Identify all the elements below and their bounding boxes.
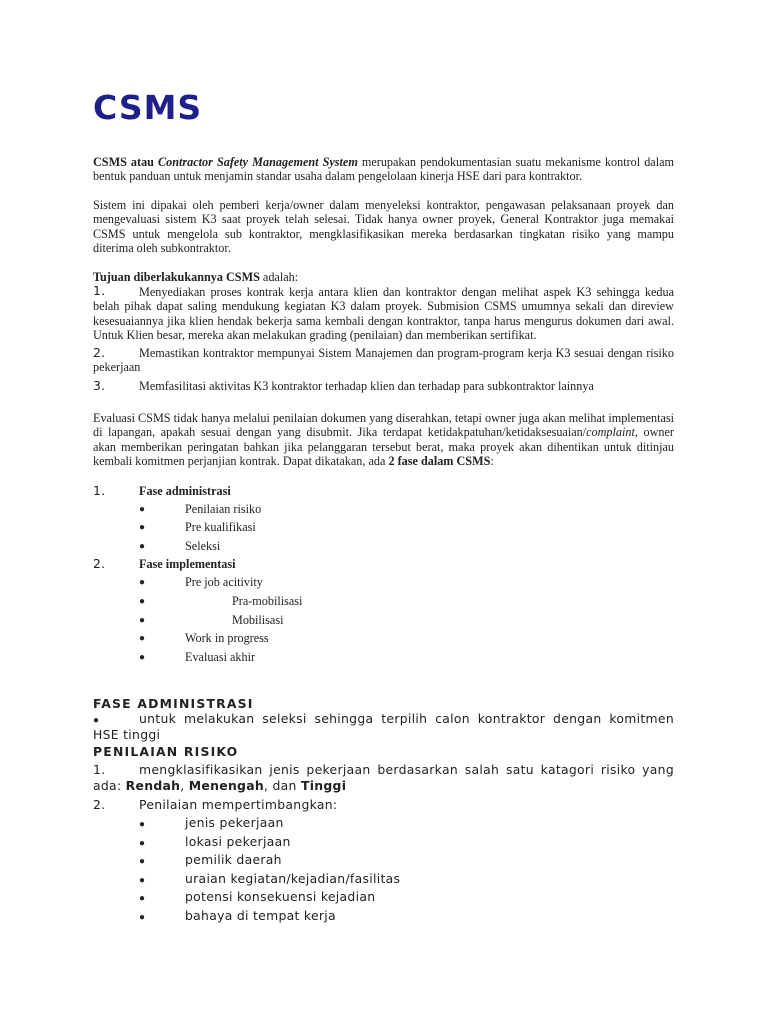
tujuan-item-text: Menyediakan proses kontrak kerja antara klien dan kontraktor dengan melihat aspek K3 sehingga kedua belah pihak dapat saling mendukung kegiatan K3 dalam proyek. Submision CSMS umumnya sekali dan direview kesesuaiannya jika klien hendak bekerja sama kembali dengan kontraktor, tanpa harus mengurus dokumen dari awal. Untuk Klien besar, mereka akan melakukan grading (penilaian) dan memberikan sertifikat. bbox=[93, 285, 674, 343]
section-heading: PENILAIAN RISIKO bbox=[93, 744, 239, 759]
tujuan-item-number: 3. bbox=[93, 378, 106, 393]
separator: , dan bbox=[264, 777, 301, 793]
bullet-icon: ● bbox=[139, 522, 146, 533]
fase-item: Pra-mobilisasi bbox=[232, 594, 303, 608]
fase-label: Fase implementasi bbox=[139, 557, 236, 571]
penilaian-bullet: jenis pekerjaan bbox=[185, 815, 284, 830]
evaluasi-text-3: : bbox=[490, 454, 494, 469]
fase-item: Work in progress bbox=[185, 631, 269, 645]
penilaian-item-text: Penilaian mempertimbangkan: bbox=[139, 797, 338, 812]
evaluasi-text-1: Evaluasi CSMS tidak hanya melalui penilaian dokumen yang diserahkan, tetapi owner juga akan melihat implementasi di lapangan, apakah sesuai dengan yang disubmit. Jika terdapat ketidakpatuhan/ketidaksesuaian/ bbox=[93, 411, 674, 440]
section-heading: FASE ADMINISTRASI bbox=[93, 696, 254, 711]
penilaian-bullet: potensi konsekuensi kejadian bbox=[185, 889, 376, 904]
risk-level-rendah: Rendah bbox=[125, 777, 181, 793]
tujuan-item-text: Memfasilitasi aktivitas K3 kontraktor terhadap klien dan terhadap para subkontraktor lainnya bbox=[139, 379, 594, 393]
fase-item: Seleksi bbox=[185, 539, 221, 553]
tujuan-heading bbox=[93, 270, 674, 284]
fase-item: Penilaian risiko bbox=[185, 502, 262, 516]
risk-level-menengah: Menengah bbox=[188, 777, 265, 793]
bullet-icon: ● bbox=[139, 504, 146, 515]
tujuan-heading-bold: Tujuan diberlakukannya CSMS bbox=[93, 270, 260, 284]
bullet-icon: ● bbox=[139, 615, 146, 626]
tujuan-item-text: Memastikan kontraktor mempunyai Sistem Manajemen dan program-program kerja K3 sesuai dengan risiko pekerjaan bbox=[93, 346, 674, 375]
intro-lead: CSMS atau bbox=[93, 155, 159, 169]
penilaian-item-text bbox=[93, 762, 674, 793]
tujuan-item-number: 2. bbox=[93, 345, 106, 360]
separator: , bbox=[180, 777, 189, 793]
bullet-icon: ● bbox=[139, 838, 146, 849]
bullet-icon: ● bbox=[139, 541, 146, 552]
bullet-icon: ● bbox=[139, 652, 146, 663]
bullet-icon: ● bbox=[139, 912, 146, 923]
fase-number: 1. bbox=[93, 483, 106, 498]
bullet-icon: ● bbox=[139, 819, 146, 830]
penilaian-bullet: lokasi pekerjaan bbox=[185, 834, 291, 849]
penilaian-bullet: uraian kegiatan/kejadian/fasilitas bbox=[185, 871, 401, 886]
intro-paragraph bbox=[93, 155, 674, 184]
tujuan-heading-rest: adalah: bbox=[259, 270, 299, 284]
fase-item: Pre kualifikasi bbox=[185, 520, 256, 534]
bullet-icon: ● bbox=[139, 875, 146, 886]
risk-level-tinggi: Tinggi bbox=[300, 777, 347, 793]
bullet-icon: ● bbox=[139, 577, 146, 588]
fase-label: Fase administrasi bbox=[139, 484, 231, 498]
intro-rest: merupakan pendokumentasian suatu mekanisme kontrol dalam bentuk panduan untuk menjamin standar usaha dalam pengelolaan kinerja HSE dari para kontraktor. bbox=[93, 155, 674, 184]
evaluasi-paragraph bbox=[93, 411, 674, 469]
bullet-icon: ● bbox=[139, 633, 146, 644]
evaluasi-bold: 2 fase dalam CSMS bbox=[388, 454, 491, 469]
system-paragraph: Sistem ini dipakai oleh pemberi kerja/owner dalam menyeleksi kontraktor, pengawasan pelaksanaan proyek dan mengevaluasi sistem K3 saat proyek telah selesai. Tidak hanya owner proyek, General Kontraktor juga memakai CSMS untuk mengelola sub kontraktor, mengklasifikasikan mereka berdasarkan tingkatan risiko yang mampu diterima oleh subkontraktor. bbox=[93, 198, 674, 256]
evaluasi-text-2: , owner akan memberikan peringatan bahkan jika pelanggaran tersebut berat, maka proyek akan dihentikan untuk ditinjau kembali komitmen perjanjian kontrak. Dapat dikatakan, ada bbox=[93, 425, 674, 469]
fase-number: 2. bbox=[93, 556, 106, 571]
fase-item: Pre job acitivity bbox=[185, 575, 263, 589]
penilaian-item-number: 2. bbox=[93, 797, 106, 812]
fase-item: Mobilisasi bbox=[232, 613, 284, 627]
intro-term: Contractor Safety Management System bbox=[158, 155, 358, 169]
fase-item: Evaluasi akhir bbox=[185, 650, 256, 664]
penilaian-bullet: bahaya di tempat kerja bbox=[185, 908, 336, 923]
penilaian-item-number: 1. bbox=[93, 762, 106, 777]
bullet-icon: ● bbox=[93, 715, 100, 726]
bullet-icon: ● bbox=[139, 856, 146, 867]
bullet-icon: ● bbox=[139, 893, 146, 904]
penilaian-item-text-body: mengklasifikasikan jenis pekerjaan berdasarkan salah satu katagori risiko yang ada: bbox=[93, 762, 674, 793]
page-title: CSMS bbox=[93, 88, 203, 127]
fase-admin-text: untuk melakukan seleksi sehingga terpilih calon kontraktor dengan komitmen HSE tinggi bbox=[93, 711, 674, 742]
bullet-icon: ● bbox=[139, 596, 146, 607]
tujuan-item-number: 1. bbox=[93, 283, 106, 298]
evaluasi-italic: complaint bbox=[586, 425, 635, 440]
penilaian-bullet: pemilik daerah bbox=[185, 852, 282, 867]
